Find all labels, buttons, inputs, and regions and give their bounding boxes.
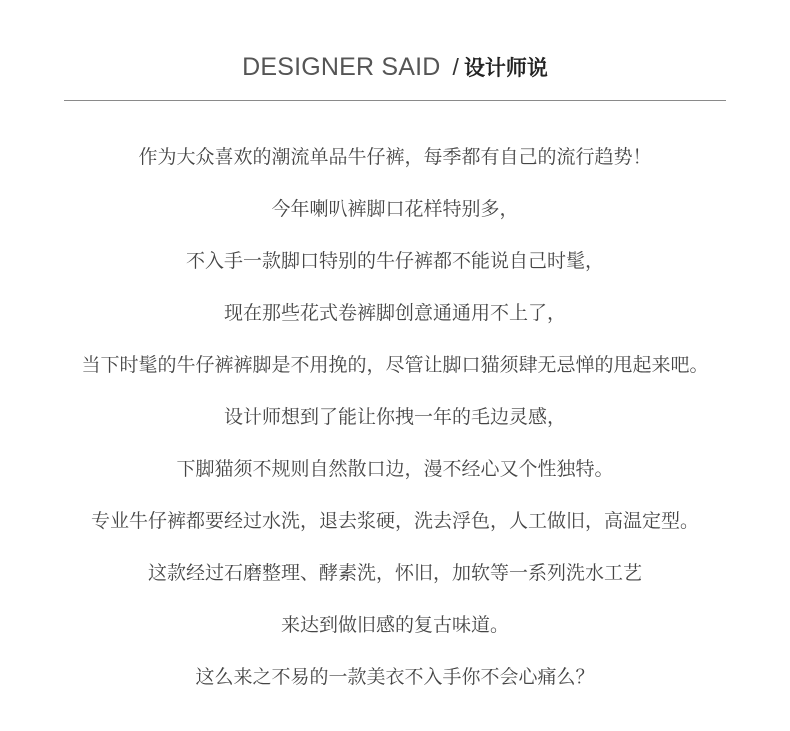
title-separator: / [452, 53, 459, 80]
paragraph-line: 现在那些花式卷裤脚创意通通用不上了， [223, 302, 566, 324]
paragraph-line: 专业牛仔裤都要经过水洗，退去浆硬，洗去浮色，人工做旧，高温定型。 [90, 510, 699, 532]
paragraph-line: 这款经过石磨整理、酵素洗，怀旧，加软等一系列洗水工艺 [147, 562, 642, 584]
section-header [0, 52, 790, 92]
paragraph-line: 下脚猫须不规则自然散口边，漫不经心又个性独特。 [176, 458, 614, 480]
section-title-english: DESIGNER SAID [242, 52, 441, 81]
paragraph-line: 不入手一款脚口特别的牛仔裤都不能说自己时髦， [185, 250, 604, 272]
header-divider [64, 100, 726, 101]
paragraph-line: 设计师想到了能让你拽一年的毛边灵感， [223, 406, 566, 428]
paragraph-line: 来达到做旧感的复古味道。 [280, 614, 509, 636]
paragraph-line: 当下时髦的牛仔裤裤脚是不用挽的，尽管让脚口猫须肆无忌惮的甩起来吧。 [81, 354, 709, 376]
section-title-chinese: 设计师说 [463, 56, 548, 80]
paragraph-line: 这么来之不易的一款美衣不入手你不会心痛么？ [195, 666, 595, 688]
description-text [0, 139, 790, 711]
paragraph-line: 作为大众喜欢的潮流单品牛仔裤，每季都有自己的流行趋势！ [138, 146, 652, 168]
paragraph-line: 今年喇叭裤脚口花样特别多， [271, 198, 519, 220]
